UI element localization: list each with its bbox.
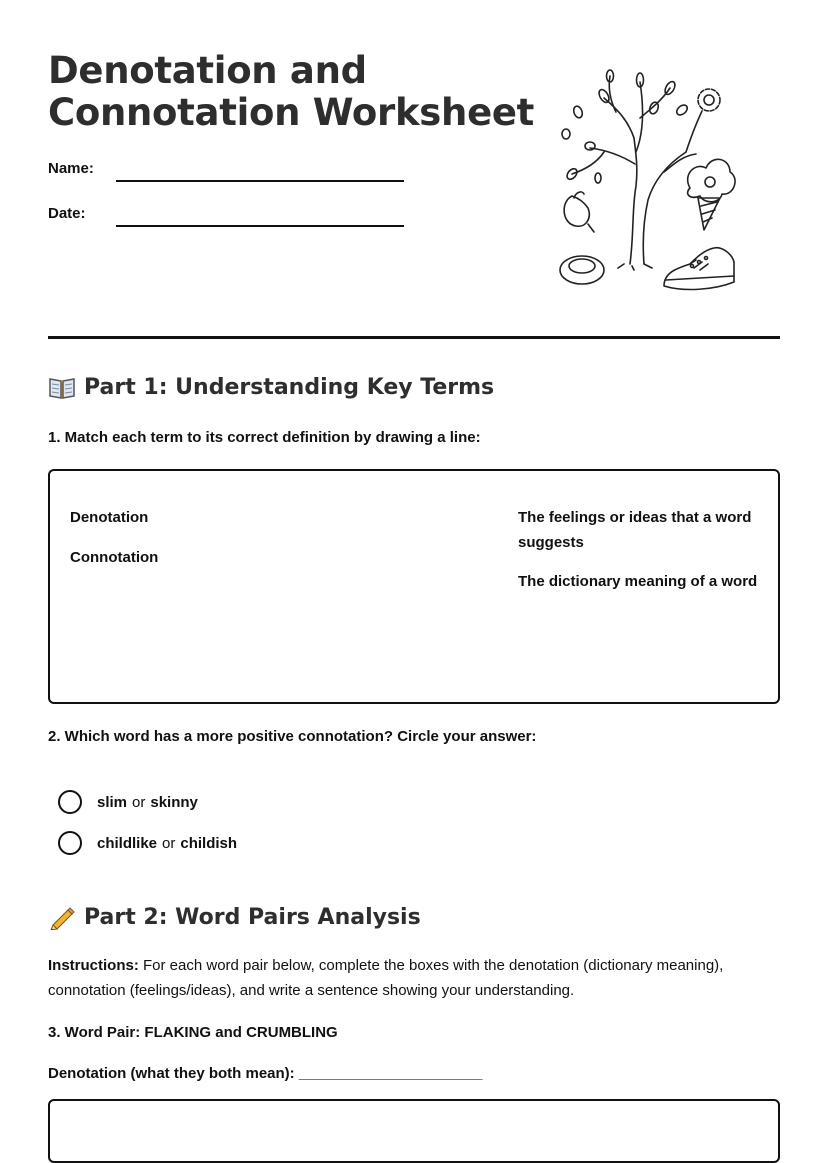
name-label: Name: [48, 160, 94, 177]
date-label: Date: [48, 205, 86, 222]
denotation-prompt[interactable]: Denotation (what they both mean): ______________________ [48, 1065, 483, 1082]
choice-option-a[interactable]: childlike [97, 834, 158, 852]
radio-circle[interactable] [58, 790, 82, 814]
choice-row [58, 790, 198, 814]
choice-option-b[interactable]: skinny [150, 793, 198, 811]
tree-illustration-icon [544, 68, 744, 298]
choice-or: or [132, 793, 146, 811]
part2-heading [48, 904, 421, 930]
instructions-label: Instructions: [48, 957, 139, 974]
header-divider [48, 336, 780, 339]
part1-heading [48, 374, 494, 400]
choice-or: or [162, 834, 176, 852]
title-line-2: Connotation Worksheet [48, 91, 535, 134]
question-2: 2. Which word has a more positive connotation? Circle your answer: [48, 728, 537, 745]
definition-dictionary[interactable]: The dictionary meaning of a word [518, 573, 758, 590]
question-1: 1. Match each term to its correct definition by drawing a line: [48, 429, 481, 446]
instructions-text: For each word pair below, complete the boxes with the denotation (dictionary meaning), connotation (feelings/ideas), and write a sentence showing your understanding. [48, 957, 724, 999]
definition-feelings[interactable]: The feelings or ideas that a word suggests [518, 509, 752, 551]
answer-box[interactable] [48, 1099, 780, 1163]
part1-heading-text: Part 1: Understanding Key Terms [84, 374, 495, 400]
term-connotation[interactable]: Connotation [70, 549, 159, 566]
radio-circle[interactable] [58, 831, 82, 855]
question-3: 3. Word Pair: FLAKING and CRUMBLING [48, 1024, 338, 1041]
pencil-icon [48, 904, 76, 930]
title-line-1: Denotation and [48, 49, 367, 92]
instructions [48, 953, 768, 1003]
choice-row [58, 831, 237, 855]
choice-option-a[interactable]: slim [97, 793, 128, 811]
date-line[interactable] [116, 225, 404, 227]
page-title [48, 50, 534, 134]
part2-heading-text: Part 2: Word Pairs Analysis [84, 904, 421, 930]
term-denotation[interactable]: Denotation [70, 509, 149, 526]
choice-option-b[interactable]: childish [180, 834, 238, 852]
matching-box [48, 469, 780, 704]
name-line[interactable] [116, 180, 404, 182]
open-book-icon [48, 374, 76, 400]
